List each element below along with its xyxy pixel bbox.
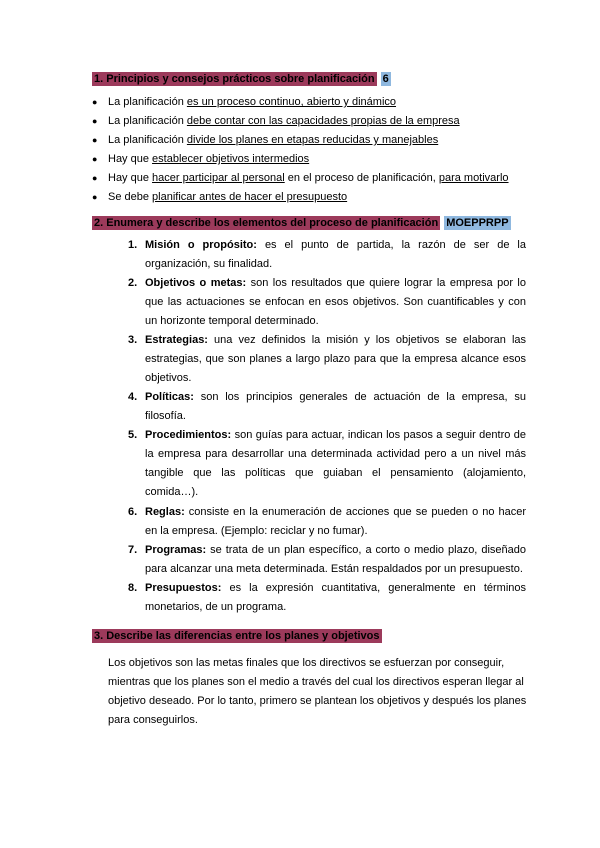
bullet-icon: ● <box>92 135 98 145</box>
section-1-tag: 6 <box>382 73 389 85</box>
bullet-icon: ● <box>92 97 98 107</box>
section-3-paragraph: Los objetivos son las metas finales que los directivos se esfuerzan por conseguir, mientras que los planes son el medio a través del cual los directivos esperan llegar al objetivo deseado. Por lo tanto, primero se plantean los objetivos y después los planes para conseguirlos. <box>108 657 527 726</box>
bullet-icon: ● <box>92 173 98 183</box>
bullet-icon: ● <box>92 116 98 126</box>
section-2-tag: MOEPPRPP <box>446 217 509 229</box>
bullet-icon: ● <box>92 192 98 202</box>
section-3-title: 3. Describe las diferencias entre los planes y objetivos <box>94 630 380 642</box>
section-1-heading <box>92 72 391 86</box>
section-3-heading <box>92 629 382 643</box>
bullet-icon: ● <box>92 154 98 164</box>
section-2-title: 2. Enumera y describe los elementos del proceso de planificación <box>94 217 439 229</box>
section-2-heading <box>92 216 511 230</box>
section-1-title: 1. Principios y consejos prácticos sobre planificación <box>94 73 375 85</box>
document-page: 1. Principios y consejos prácticos sobre planificación 6 ● La planificación es un proceso continuo, abierto y dinámico ● La planificación debe contar con las capacidades propias de la empresa ● La planificación divide los planes en etapas reducidas y manejables ● Hay que establecer objetivos intermedios ● Hay que hacer participar al personal en el proceso de planificación, para motivarlo ● Se debe planificar antes de hacer el presupuesto 2. Enumera y describe los elementos del proceso de planificación MOEPPRPP 1. Misión o propósito: es el punto de partida, la razón de ser de la organización, su finalidad. 2. Objetivos o metas: son los resultados que quiere lograr la empresa por lo que las actuaciones se enfocan en esos objetivos. Son cuantificables y con un horizonte temporal determinado. 3. Estrategias: una vez definidos la misión y los objetivos se elaboran las estrategias, que son planes a largo plazo para que la empresa alcance esos objetivos. 4. Políticas: son los principios generales de actuación de la empresa, su filosofía. 5. Procedimientos: son guías para actuar, indican los pasos a seguir dentro de la empresa para desarrollar una determinada actividad pero a un nivel más tangible que las políticas que guiaban el pensamiento (alojamiento, comida…). 6. Reglas: consiste en la enumeración de acciones que se pueden o no hacer en la empresa. (Ejemplo: reciclar y no fumar). 7. Programas: se trata de un plan específico, a corto o medio plazo, diseñado para alcanzar una meta determinada. Están respaldados por un presupuesto. 8. Presupuestos: es la expresión cuantitativa, generalmente en términos monetarios, de un programa. 3. Describe las diferencias entre los planes y objetivos Los objetivos son las metas finales que los directivos se esfuerzan por conseguir, mientras que los planes son el medio a través del cual los directivos esperan llegar al objetivo deseado. Por lo tanto, primero se plantean los objetivos y después los planes para conseguirlos. <box>0 0 600 848</box>
